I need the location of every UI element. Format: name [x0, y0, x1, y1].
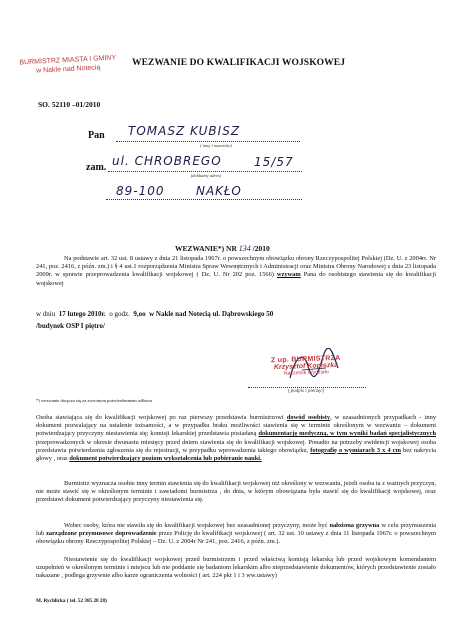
appointment-date: 17 lutego 2010r. [58, 310, 106, 318]
paragraph1-text-b: Pana do osobistego stawienia się do kwalifikacji wojskowej [36, 271, 436, 287]
appointment-line [36, 310, 273, 318]
recipient-city: NAKŁO [196, 184, 242, 198]
paragraph2-text-d: bez nakrycia głowy , oraz [36, 446, 436, 463]
signature-caption: ( podpis i pieczęć) [287, 389, 325, 394]
address-label: zam. [86, 162, 107, 173]
paragraph2-text-a: Osoba stawiająca się do kwalifikacji wojskowej po raz pierwszy przedstawia burmistrzowi [36, 414, 287, 421]
name-line [116, 140, 300, 142]
contact-footer: M. Rychlicka ( tel. 52 385 28 28) [36, 598, 107, 604]
summons-year: /2010 [252, 244, 270, 253]
paragraph1-text-a: Na podstawie art. 32 ust. 8 ustawy z dnia 21 listopada 1967r. o powszechnym obowiązku obrony Rzeczypospolitej Polskiej (Dz. U. z 2004rr. Nr 241, poz. 2416, z późn. zm.) i § 4 ust.1 rozporządzenia Ministra Spraw Wewnętrznych i Administracji oraz Ministra Obrony Narodowej z dnia 23 listopada 2009r. w sprawie przeprowadzenia kwalifikacji wojskowej ( Dz. U. Nr 202 poz. 1566) [36, 255, 436, 279]
recipient-postal-code: 89-100 [116, 184, 165, 198]
address-line [108, 170, 302, 172]
summons-label: WEZWANIE*) NR [175, 244, 237, 253]
signature-stamp-line1: Z up. BURMISTRZA [270, 354, 341, 365]
paragraph4-forced-escort: zarządzone przymusowe doprowadzenie [46, 530, 157, 538]
paragraph2-medical-docs: dokumentację medyczną, w tym wyniki badań specjalistycznych [258, 430, 436, 438]
signature-stamp [246, 354, 367, 378]
documents-paragraph [36, 414, 436, 463]
paragraph2-text-c: przeprowadzonych w okresie dwunastu miesięcy przed dniem stawienia się do kwalifikacji wojskowej. Ponadto na potrzeby ewidencji wojskowej osoba przedstawia potwierdzenia zgłoszenia się do rejestracji, w przypadku wprowadzenia takiego obowiązku, [36, 438, 436, 454]
paragraph4-text-a: Wobec osoby, która nie stawiła się do kwalifikacji wojskowej bez uzasadnionej przyczyny, może być [64, 522, 330, 529]
footnote: *) wezwanie doręcza się za zwrotnym potwierdzeniem odbioru [36, 398, 153, 403]
signature-line [248, 386, 366, 388]
recipient-house: 15/57 [254, 155, 294, 169]
rescheduling-paragraph: Burmistrz wyznacza osobie inny termin stawienia się do kwalifikacji wojskowej niż określony w wezwaniu, jeżeli osoba ta z ważnych przyczyn, nie może stawić się w określonym terminie i zawiadomi burmistrza , do dnia, w którym obowiązana była stawić się do kwalifikacji wojskowej, oraz przedstawi dokument potwierdzający przyczyny niestawienia się. [36, 480, 436, 504]
appointment-place: w Nakle nad Notecią ul. Dąbrowskiego 50 [149, 310, 274, 318]
name-caption: ( imię i nazwisko) [200, 143, 232, 148]
paragraph2-photo: fotografię o wymiarach 3 x 4 cm [310, 446, 401, 454]
paragraph2-id-card: dowód osobisty [286, 414, 331, 421]
address-caption: (dokładny adres) [190, 173, 222, 178]
summons-number: 134 [238, 244, 251, 253]
document-title: WEZWANIE DO KWALIFIKACJI WOJSKOWEJ [132, 58, 346, 68]
appointment-time: 9,oo [133, 310, 146, 318]
penalty-paragraph [36, 522, 436, 547]
office-stamp-line2: w Nakle nad Notecią [35, 64, 101, 75]
paragraph4-text-c: przez Policję do kwalifikacji wojskowej ( art. 32 ust. 10 ustawy z dnia 11 listopada 1967r. o powszechnym obowiązku obrony Rzeczypospolitej Polskiej – Dz. U. z 2004r Nr 241, poz. 2416, z późn. zm.). [36, 530, 437, 546]
legal-basis-paragraph [36, 255, 436, 288]
office-stamp [6, 53, 131, 77]
city-line [106, 198, 302, 200]
signature-stamp-line2: Krzysztof Kopiszka [273, 361, 339, 372]
recipient-street: ul. CHROBREGO [112, 154, 222, 168]
appointment-time-prefix: o godz. [109, 310, 130, 318]
paragraph2-text-b: , w uzasadnionych przypadkach - inny dokument pozwalający na ustalenie tożsamości, a w przypadku braku możliwości stawienia się w terminie określonym w wezwaniu – dokument potwierdzający przyczyny niestawienia się; komisji lekarskiej przedstawia posiadaną [36, 414, 437, 438]
paragraph4-text-b: w celu przymuszenia lub [36, 522, 436, 538]
recipient-name: TOMASZ KUBISZ [128, 124, 241, 138]
appointment-building: /budynek OSP I piętro/ [36, 322, 105, 330]
signature-stamp-line3: Naczelnik Wydziału [283, 369, 329, 377]
non-appearance-paragraph: Niestawienie się do kwalifikacji wojskowej przed burmistrzem i przed właściwą komisją lekarską lub przed wojskowym komendantem uzupełnień w określonym terminie i miejscu lub nie poddanie się badaniom lekarskim albo nieprzedstawienie dokumentów, których przedstawienie zostało nakazane , podlega grzywnie albo karze ograniczenia wolności ( art. 224 pkt 1 i 3 ww.ustawy) [36, 556, 436, 580]
appointment-prefix: w dniu [36, 310, 56, 318]
salutation: Pan [88, 130, 105, 141]
paragraph4-fine: nałożona grzywna [329, 522, 380, 529]
summons-heading [175, 244, 270, 253]
office-stamp-line1: BURMISTRZ MIASTA I GMINY [19, 54, 117, 67]
paragraph1-wzywam: wzywam [276, 271, 301, 279]
paragraph2-education-doc: dokument potwierdzający poziom wykształcenia lub pobieranie nauki. [69, 455, 262, 463]
case-number: SO. 52110 –01/2010 [38, 100, 101, 109]
